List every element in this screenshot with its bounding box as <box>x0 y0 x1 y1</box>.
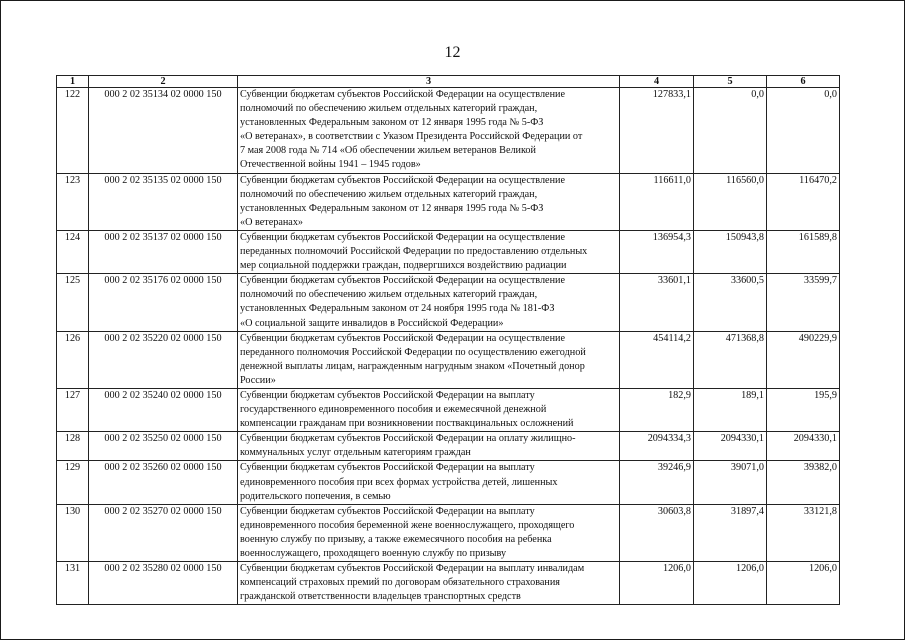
amount-col-6: 161589,8 <box>767 230 840 273</box>
description-line: денежной выплаты лицам, награжденным нагрудным знаком «Почетный донор <box>240 360 585 372</box>
budget-table <box>56 75 840 605</box>
amount-col-4: 116611,0 <box>620 173 694 230</box>
income-description <box>238 88 620 174</box>
description-line: Субвенции бюджетам субъектов Российской Федерации на выплату инвалидам <box>240 563 585 575</box>
description-line: родительского попечения, в семью <box>240 490 391 502</box>
description-line: установленных Федеральным законом от 12 января 1995 года № 5-ФЗ <box>240 202 544 214</box>
amount-col-6: 1206,0 <box>767 562 840 605</box>
description-line: полномочий по обеспечению жильем отдельных категорий граждан, <box>240 289 538 301</box>
budget-code: 000 2 02 35240 02 0000 150 <box>89 388 238 431</box>
amount-col-4: 1206,0 <box>620 562 694 605</box>
header-col-1: 1 <box>57 76 89 88</box>
description-line: установленных Федеральным законом от 24 ноября 1995 года № 181-ФЗ <box>240 303 555 315</box>
row-number: 122 <box>57 88 89 174</box>
amount-col-6: 2094330,1 <box>767 432 840 461</box>
amount-col-5: 189,1 <box>694 388 767 431</box>
amount-col-4: 127833,1 <box>620 88 694 174</box>
header-col-5: 5 <box>694 76 767 88</box>
amount-col-6: 116470,2 <box>767 173 840 230</box>
description-line: государственного единовременного пособия и ежемесячной денежной <box>240 404 547 416</box>
description-line: коммунальных услуг отдельным категориям граждан <box>240 447 471 459</box>
budget-code: 000 2 02 35270 02 0000 150 <box>89 504 238 561</box>
income-description <box>238 388 620 431</box>
row-number: 126 <box>57 331 89 388</box>
description-line: «О ветеранах», в соответствии с Указом Президента Российской Федерации от <box>240 131 583 143</box>
income-description <box>238 331 620 388</box>
description-line: Субвенции бюджетам субъектов Российской Федерации на выплату <box>240 462 535 474</box>
description-line: полномочий по обеспечению жильем отдельных категорий граждан, <box>240 188 538 200</box>
row-number: 130 <box>57 504 89 561</box>
income-description <box>238 432 620 461</box>
header-col-2: 2 <box>89 76 238 88</box>
description-line: полномочий по обеспечению жильем отдельных категорий граждан, <box>240 103 538 115</box>
amount-col-6: 195,9 <box>767 388 840 431</box>
header-col-3: 3 <box>238 76 620 88</box>
table-row <box>57 388 840 431</box>
row-number: 123 <box>57 173 89 230</box>
income-description <box>238 173 620 230</box>
row-number: 124 <box>57 230 89 273</box>
row-number: 131 <box>57 562 89 605</box>
description-line: компенсаций страховых премий по договорам обязательного страхования <box>240 577 560 589</box>
description-line: компенсации гражданам при возникновении поствакцинальных осложнений <box>240 418 574 430</box>
description-line: единовременного пособия беременной жене военнослужащего, проходящего <box>240 519 575 531</box>
income-description <box>238 274 620 331</box>
row-number: 128 <box>57 432 89 461</box>
amount-col-5: 31897,4 <box>694 504 767 561</box>
table-row <box>57 88 840 174</box>
budget-code: 000 2 02 35220 02 0000 150 <box>89 331 238 388</box>
income-description <box>238 504 620 561</box>
description-line: Субвенции бюджетам субъектов Российской Федерации на осуществление <box>240 231 565 243</box>
table-header-row <box>57 76 840 88</box>
description-line: единовременного пособия при всех формах устройства детей, лишенных <box>240 476 558 488</box>
table-row <box>57 504 840 561</box>
description-line: переданного полномочия Российской Федерации по осуществлению ежегодной <box>240 346 586 358</box>
description-line: гражданской ответственности владельцев транспортных средств <box>240 591 521 603</box>
budget-code: 000 2 02 35135 02 0000 150 <box>89 173 238 230</box>
table-row <box>57 432 840 461</box>
amount-col-5: 39071,0 <box>694 461 767 504</box>
amount-col-5: 471368,8 <box>694 331 767 388</box>
description-line: России» <box>240 374 276 386</box>
amount-col-5: 150943,8 <box>694 230 767 273</box>
row-number: 125 <box>57 274 89 331</box>
description-line: военную службу по призыву, а также ежемесячного пособия на ребенка <box>240 533 552 545</box>
amount-col-4: 30603,8 <box>620 504 694 561</box>
budget-code: 000 2 02 35134 02 0000 150 <box>89 88 238 174</box>
description-line: «О ветеранах» <box>240 216 304 228</box>
header-col-6: 6 <box>767 76 840 88</box>
amount-col-6: 33599,7 <box>767 274 840 331</box>
page-number: 12 <box>444 44 461 61</box>
amount-col-4: 39246,9 <box>620 461 694 504</box>
table-row <box>57 274 840 331</box>
amount-col-5: 1206,0 <box>694 562 767 605</box>
table-row <box>57 230 840 273</box>
budget-code: 000 2 02 35280 02 0000 150 <box>89 562 238 605</box>
description-line: Субвенции бюджетам субъектов Российской Федерации на выплату <box>240 505 535 517</box>
amount-col-6: 33121,8 <box>767 504 840 561</box>
description-line: 7 мая 2008 года № 714 «Об обеспечении жильем ветеранов Великой <box>240 145 536 157</box>
budget-code: 000 2 02 35176 02 0000 150 <box>89 274 238 331</box>
amount-col-5: 0,0 <box>694 88 767 174</box>
description-line: Субвенции бюджетам субъектов Российской Федерации на осуществление <box>240 174 565 186</box>
amount-col-6: 490229,9 <box>767 331 840 388</box>
description-line: Отечественной войны 1941 – 1945 годов» <box>240 159 421 171</box>
row-number: 129 <box>57 461 89 504</box>
description-line: Субвенции бюджетам субъектов Российской Федерации на осуществление <box>240 89 565 100</box>
description-line: «О социальной защите инвалидов в Российской Федерации» <box>240 317 504 329</box>
amount-col-4: 454114,2 <box>620 331 694 388</box>
description-line: Субвенции бюджетам субъектов Российской Федерации на осуществление <box>240 332 565 344</box>
income-description <box>238 461 620 504</box>
income-description <box>238 230 620 273</box>
header-col-4: 4 <box>620 76 694 88</box>
amount-col-4: 33601,1 <box>620 274 694 331</box>
amount-col-4: 136954,3 <box>620 230 694 273</box>
description-line: переданных полномочий Российской Федерации по предоставлению отдельных <box>240 246 588 258</box>
description-line: военнослужащего, проходящего военную службу по призыву <box>240 548 507 559</box>
budget-code: 000 2 02 35250 02 0000 150 <box>89 432 238 461</box>
description-line: установленных Федеральным законом от 12 января 1995 года № 5-ФЗ <box>240 117 544 129</box>
description-line: Субвенции бюджетам субъектов Российской Федерации на выплату <box>240 389 535 401</box>
description-line: Субвенции бюджетам субъектов Российской Федерации на осуществление <box>240 275 565 287</box>
amount-col-5: 2094330,1 <box>694 432 767 461</box>
income-description <box>238 562 620 605</box>
budget-code: 000 2 02 35260 02 0000 150 <box>89 461 238 504</box>
description-line: мер социальной поддержки граждан, подвергшихся воздействию радиации <box>240 260 567 272</box>
table-row <box>57 173 840 230</box>
amount-col-6: 39382,0 <box>767 461 840 504</box>
row-number: 127 <box>57 388 89 431</box>
amount-col-4: 182,9 <box>620 388 694 431</box>
table-row <box>57 461 840 504</box>
budget-code: 000 2 02 35137 02 0000 150 <box>89 230 238 273</box>
table-row <box>57 331 840 388</box>
amount-col-6: 0,0 <box>767 88 840 174</box>
amount-col-5: 116560,0 <box>694 173 767 230</box>
table-row <box>57 562 840 605</box>
amount-col-5: 33600,5 <box>694 274 767 331</box>
description-line: Субвенции бюджетам субъектов Российской Федерации на оплату жилищно- <box>240 433 576 445</box>
amount-col-4: 2094334,3 <box>620 432 694 461</box>
